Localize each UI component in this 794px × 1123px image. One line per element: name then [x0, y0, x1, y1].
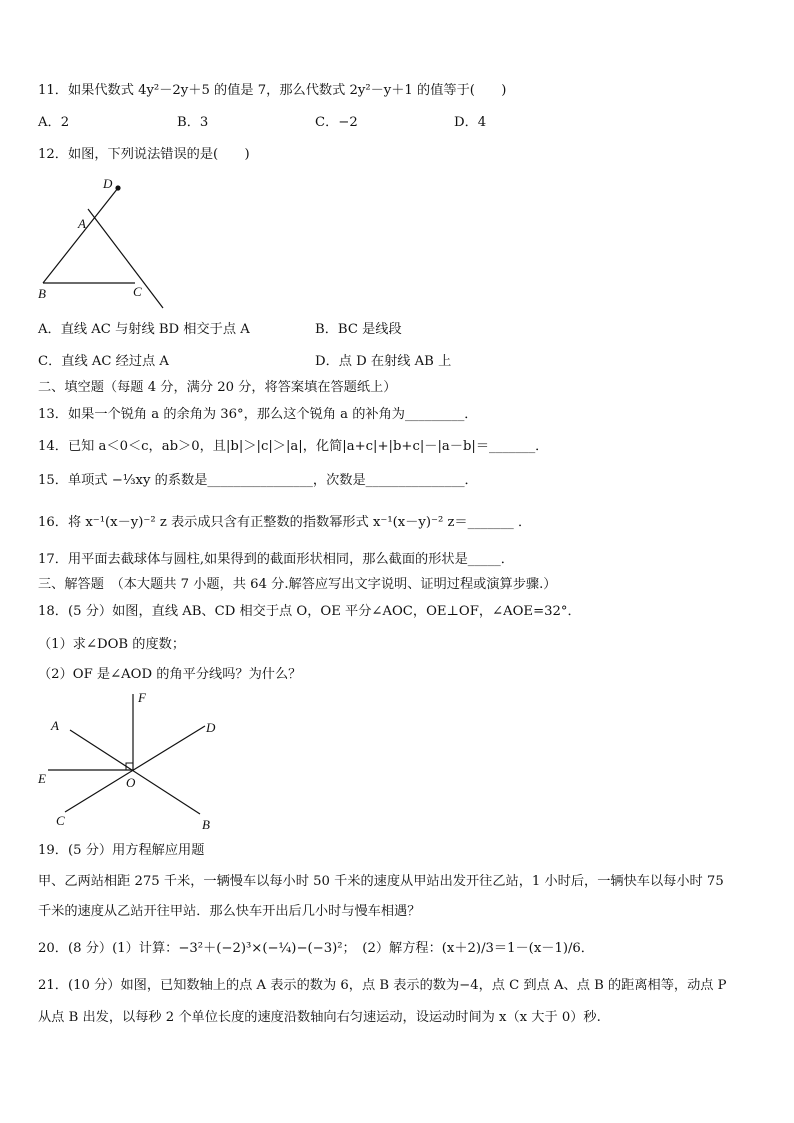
q17: 17．用平面去截球体与圆柱,如果得到的截面形状相同，那么截面的形状是_____．: [38, 552, 514, 567]
q11-option-c: C．−2: [315, 115, 358, 130]
q12-label-c: C: [133, 284, 142, 299]
q11-option-a: A．2: [38, 115, 70, 130]
q16: 16．将 x⁻¹(x－y)⁻² z 表示成只含有正整数的指数幂形式 x⁻¹(x－y)⁻² z＝_______ ．: [38, 515, 532, 530]
q20: 20．(8 分）(1）计算：−3²＋(−2)³×(−¼)−(−3)²； (2）解方程：(x＋2)/3＝1－(x－1)/6．: [38, 941, 594, 956]
q18-label-f: F: [138, 690, 146, 705]
q12-label-d: D: [103, 176, 113, 191]
q12-figure: [30, 165, 180, 310]
q18-label-e: E: [38, 771, 46, 786]
q18-label-d: D: [206, 720, 216, 735]
q18-label-b: B: [202, 817, 210, 832]
q12-stem: 12．如图，下列说法错误的是( ): [38, 147, 250, 162]
q12-option-d: D．点 D 在射线 AB 上: [315, 354, 452, 369]
q18-label-o: O: [126, 775, 136, 790]
q12-option-b: B．BC 是线段: [315, 322, 402, 337]
q21-line1: 21．(10 分）如图，已知数轴上的点 A 表示的数为 6，点 B 表示的数为−4，点 C 到点 A、点 B 的距离相等，动点 P: [38, 978, 727, 993]
q19-stem: 19．(5 分）用方程解应用题: [38, 843, 205, 858]
q18-part2: （2）OF 是∠AOD 的角平分线吗？为什么？: [38, 667, 302, 682]
q12-label-b: B: [38, 286, 46, 301]
q15: 15．单项式 −⅓xy 的系数是________________，次数是_______________．: [38, 473, 478, 488]
q18-figure: [30, 688, 230, 833]
q21-line2: 从点 B 出发，以每秒 2 个单位长度的速度沿数轴向右匀速运动，设运动时间为 x（x 大于 0）秒.: [38, 1010, 601, 1025]
q11-option-d: D．4: [454, 115, 487, 130]
q12-option-a: A．直线 AC 与射线 BD 相交于点 A: [38, 322, 250, 337]
q18-part1: （1）求∠DOB 的度数；: [38, 637, 186, 652]
q14: 14．已知 a＜0＜c，ab＞0，且|b|＞|c|＞|a|，化简|a+c|+|b+c|－|a－b|＝_______．: [38, 439, 549, 454]
q12-option-c: C．直线 AC 经过点 A: [38, 354, 169, 369]
q19-line2: 千米的速度从乙站开往甲站．那么快车开出后几小时与慢车相遇？: [38, 904, 421, 919]
q11-stem: 11．如果代数式 4y²－2y＋5 的值是 7，那么代数式 2y²－y＋1 的值等于( ): [38, 83, 507, 98]
q18-stem: 18．(5 分）如图，直线 AB、CD 相交于点 O，OE 平分∠AOC，OE⊥OF，∠AOE=32°．: [38, 604, 581, 619]
q12-label-a: A: [78, 216, 86, 231]
q18-label-a: A: [51, 718, 59, 733]
q13: 13．如果一个锐角 a 的余角为 36°，那么这个锐角 a 的补角为_________．: [38, 407, 478, 422]
q19-line1: 甲、乙两站相距 275 千米，一辆慢车以每小时 50 千米的速度从甲站出发开往乙站，1 小时后，一辆快车以每小时 75: [38, 874, 724, 889]
q11-option-b: B．3: [177, 115, 209, 130]
section-3-heading: 三、解答题 （本大题共 7 小题，共 64 分.解答应写出文字说明、证明过程或演算步骤.）: [38, 577, 557, 592]
q18-label-c: C: [56, 813, 65, 828]
section-2-heading: 二、填空题（每题 4 分，满分 20 分，将答案填在答题纸上）: [38, 380, 397, 395]
